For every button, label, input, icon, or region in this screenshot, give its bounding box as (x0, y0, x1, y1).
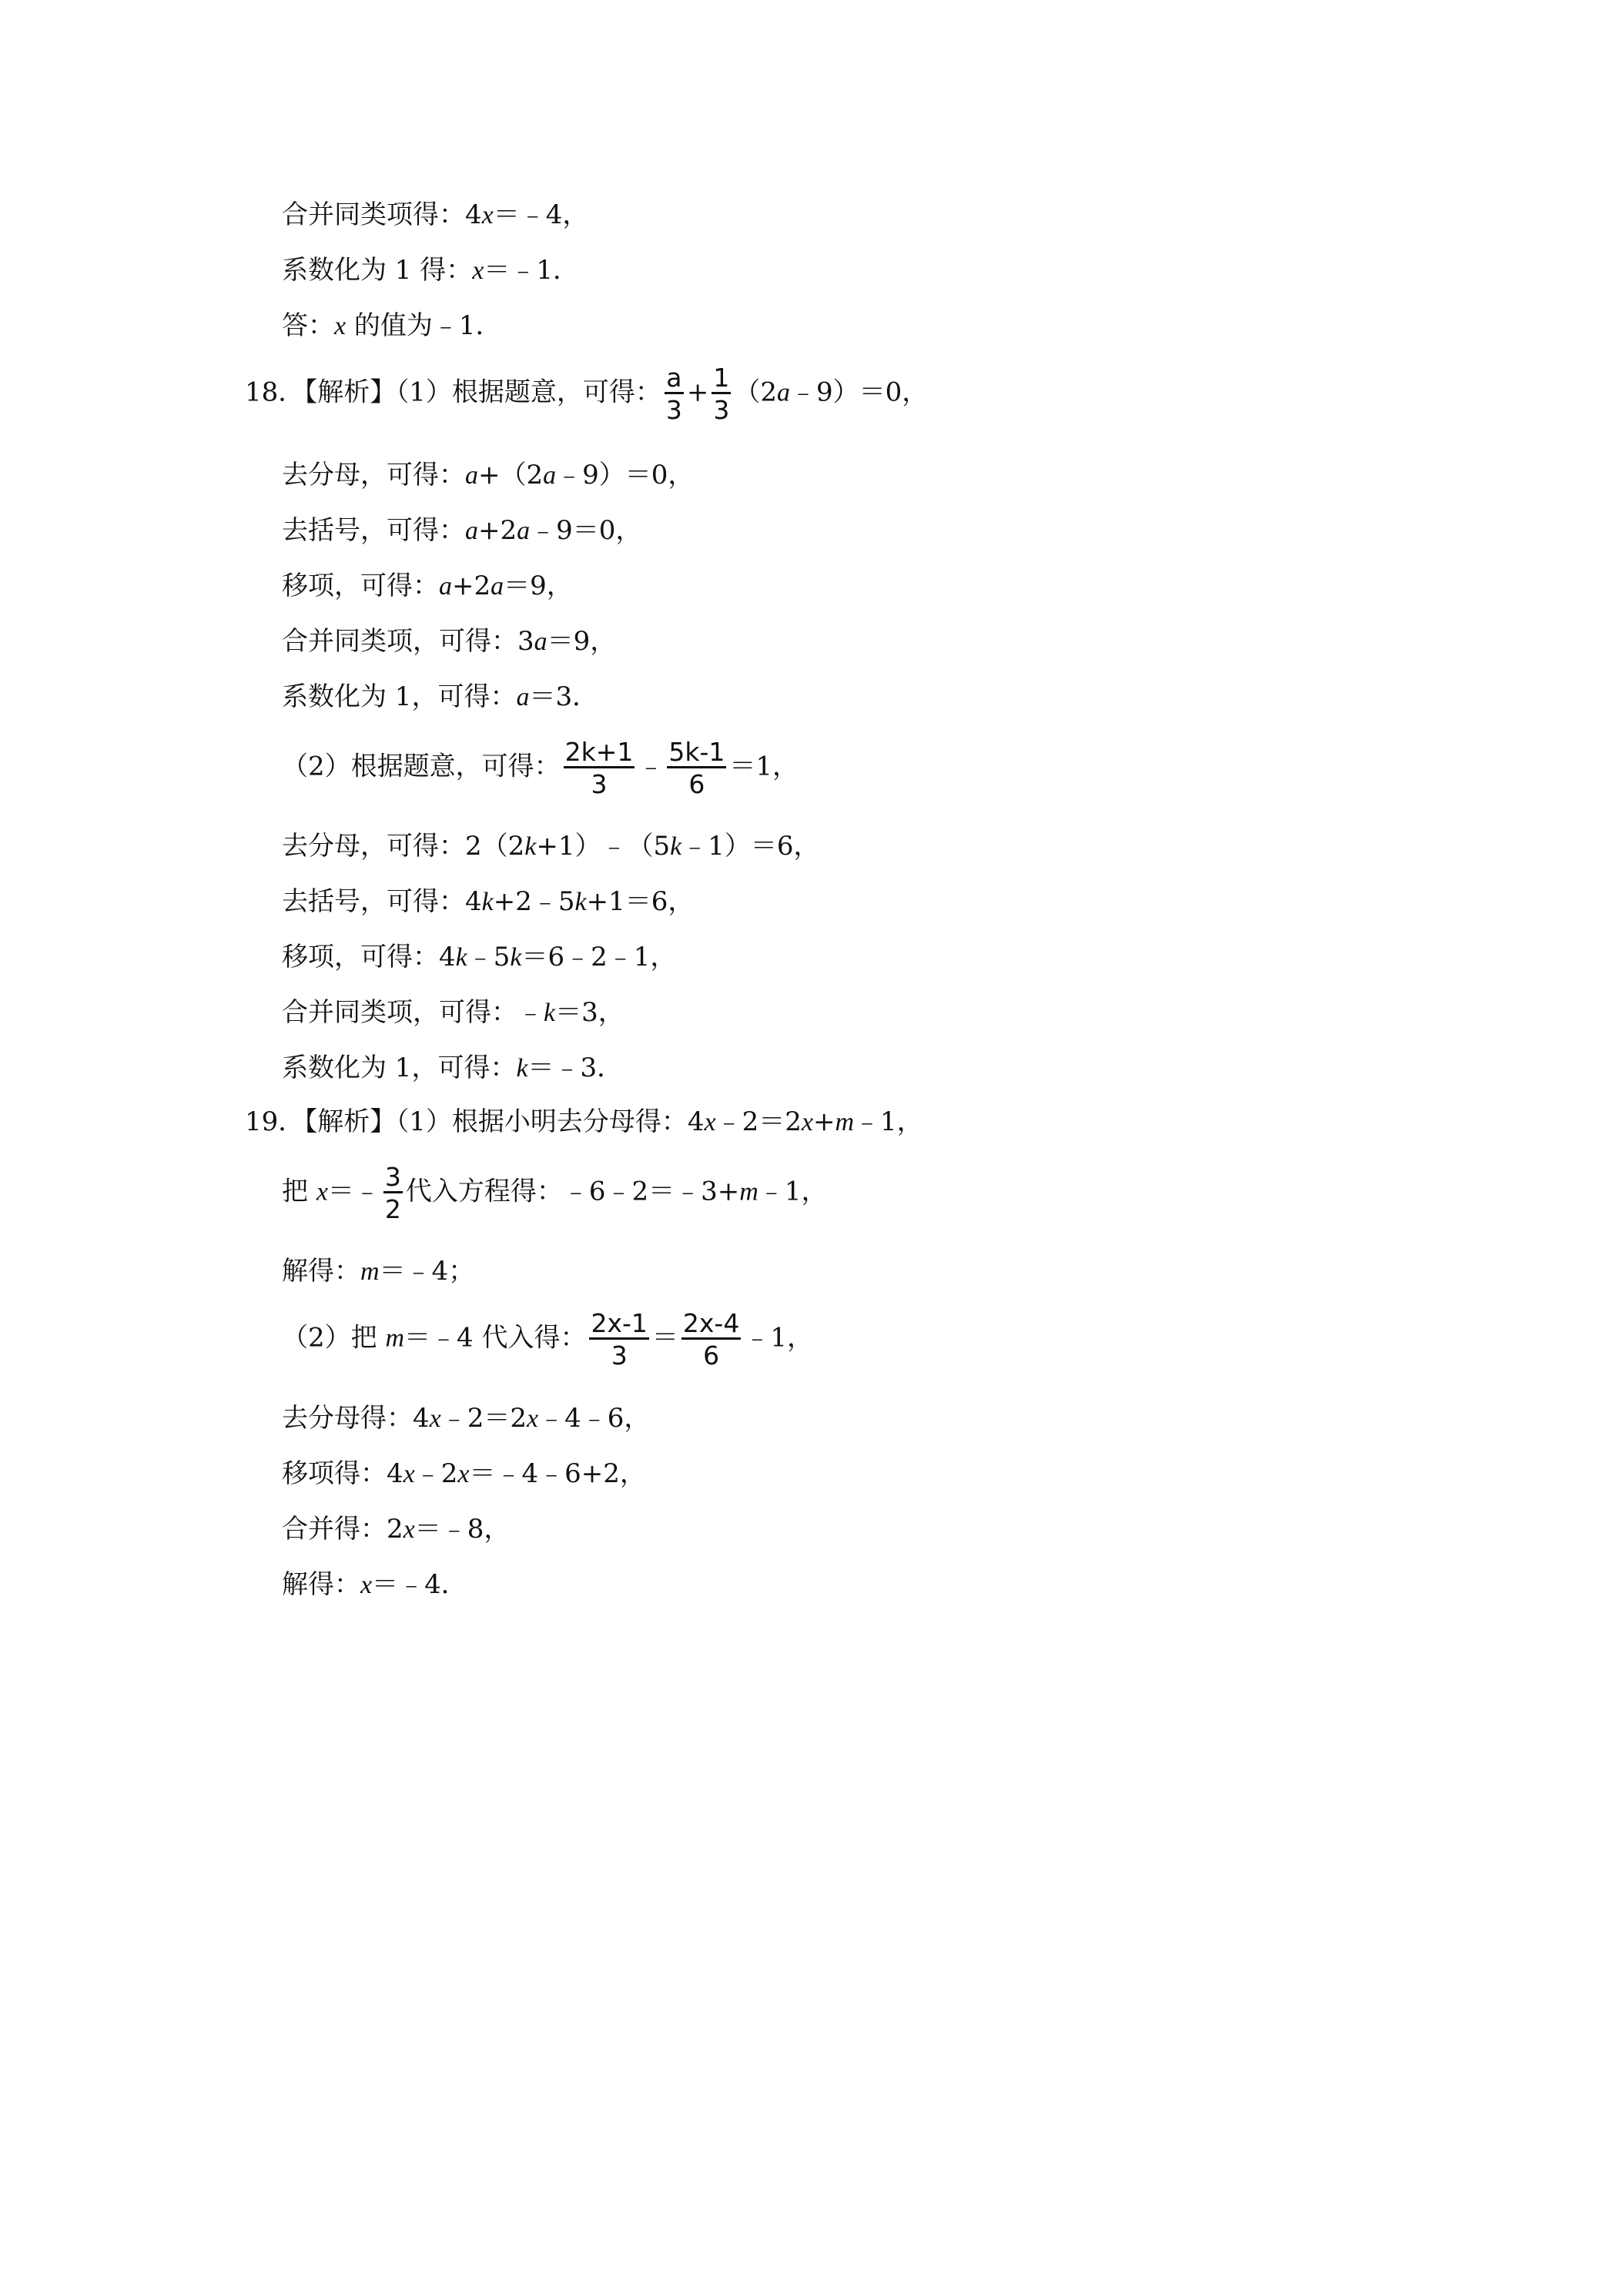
fraction-a-over-3: $\frac{a}{3}$ (665, 363, 682, 425)
line-q19-solution: 解得：x＝﹣4． (282, 1569, 467, 1600)
analysis-tag: 【解析】 (304, 1106, 397, 1137)
fraction-3-over-2: $\frac{3}{2}$ (384, 1162, 401, 1224)
line-q18-clear-denominator: 去分母，可得：a+（2a﹣9）＝0， (282, 460, 695, 490)
line-q18-coefficient: 系数化为 1，可得：a＝3． (282, 681, 599, 712)
line-q19-part2: （2）把 m＝﹣4 代入得： $\frac{2x-1}{3}$ ＝ $\frac{2x-4}{6}$ ﹣1， (282, 1308, 813, 1371)
line-q18-part2: （2）根据题意，可得： $\frac{2k+1}{3}$ ﹣ $\frac{5k-1}{6}$ ＝1， (282, 737, 799, 799)
fraction-1-over-3: $\frac{1}{3}$ (713, 363, 730, 425)
line-coefficient-to-one: 系数化为 1 得：x＝﹣1． (282, 255, 579, 286)
line-answer: 答：x 的值为﹣1． (282, 310, 502, 341)
analysis-tag: 【解析】 (304, 377, 397, 408)
line-q18-2-transpose: 移项，可得：4k﹣5k＝6﹣2﹣1， (282, 942, 677, 972)
line-q19-solve-m: 解得：m＝﹣4； (282, 1256, 475, 1287)
line-q18-2-coefficient: 系数化为 1，可得：k＝﹣3． (282, 1053, 624, 1083)
question-19-heading: 19．【解析】（1）根据小明去分母得：4x﹣2＝2x+m﹣1， (245, 1106, 923, 1137)
question-number: 19． (245, 1106, 305, 1137)
line-q19-clear-denominator: 去分母得：4x﹣2＝2x﹣4﹣6， (282, 1403, 651, 1434)
line-q18-remove-brackets: 去括号，可得：a+2a﹣9＝0， (282, 515, 642, 546)
line-combine-like-terms: 合并同类项得：4x＝﹣4， (282, 199, 589, 230)
line-q19-substitute: 把 x＝﹣ $\frac{3}{2}$ 代入方程得：﹣6﹣2＝﹣3+m﹣1， (282, 1162, 828, 1224)
line-q19-combine: 合并得：2x＝﹣8， (282, 1514, 511, 1545)
fraction-2x-minus-1-over-3: $\frac{2x-1}{3}$ (591, 1308, 648, 1371)
question-number: 18． (245, 377, 305, 408)
line-q18-2-remove-brackets: 去括号，可得：4k+2﹣5k+1＝6， (282, 886, 695, 917)
fraction-5k-minus-1-over-6: $\frac{5k-1}{6}$ (668, 737, 725, 799)
line-q19-transpose: 移项得：4x﹣2x＝﹣4﹣6+2， (282, 1458, 646, 1489)
line-q18-2-combine: 合并同类项，可得：﹣k＝3， (282, 997, 624, 1028)
fraction-2x-minus-4-over-6: $\frac{2x-4}{6}$ (682, 1308, 740, 1371)
line-q18-combine: 合并同类项，可得：3a＝9， (282, 626, 617, 657)
question-18-heading: 18．【解析】（1）根据题意，可得： $\frac{a}{3}$ + $\frac{1}{3}$ （2a﹣9）＝0， (245, 363, 929, 425)
fraction-2k-plus-1-over-3: $\frac{2k+1}{3}$ (564, 737, 634, 799)
line-q18-transpose: 移项，可得：a+2a＝9， (282, 571, 573, 601)
line-q18-2-clear-denominator: 去分母，可得：2（2k+1）﹣（5k﹣1）＝6， (282, 831, 820, 862)
